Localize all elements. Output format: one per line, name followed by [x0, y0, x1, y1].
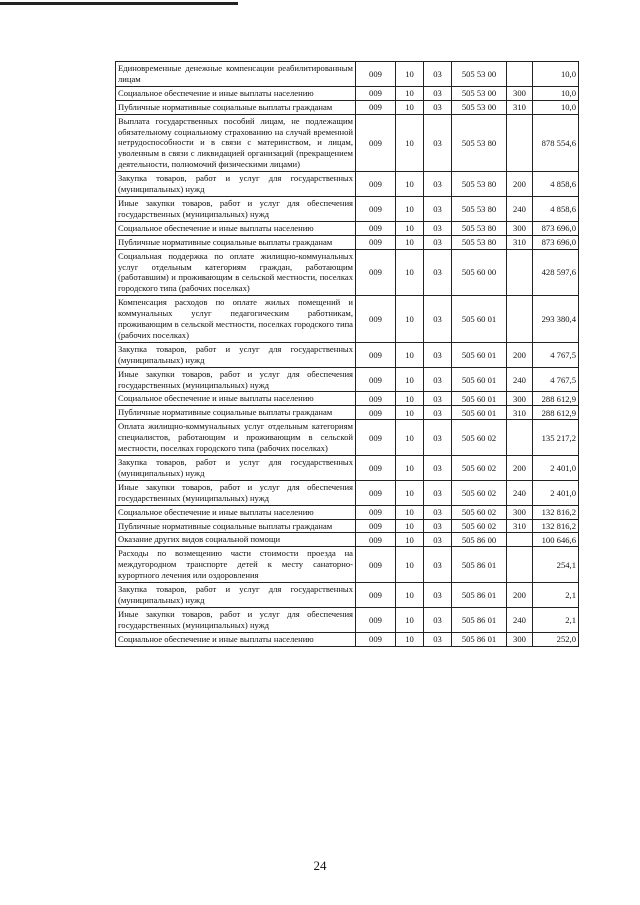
row-name: Социальная поддержка по оплате жилищно-коммунальных услуг отдельным категориям граждан, работающим (работавшим) и проживающим в сельской местности, поселках городского типа (рабочих поселках)	[116, 249, 356, 296]
table-row	[116, 296, 579, 343]
expense-type: 310	[507, 100, 533, 114]
row-name: Расходы по возмещению части стоимости проезда на междугородном транспорте детей к месту санаторно-курортного лечения или оздоровления	[116, 547, 356, 583]
table-row	[116, 196, 579, 221]
row-name: Единовременные денежные компенсации реабилитированным лицам	[116, 62, 356, 87]
subsection-code: 03	[424, 519, 452, 533]
row-name: Закупка товаров, работ и услуг для государственных (муниципальных) нужд	[116, 583, 356, 608]
amount: 4 767,5	[533, 367, 579, 392]
subsection-code: 03	[424, 296, 452, 343]
expense-type: 240	[507, 480, 533, 505]
expense-type: 200	[507, 583, 533, 608]
section-code: 10	[396, 100, 424, 114]
section-code: 10	[396, 114, 424, 172]
section-code: 10	[396, 221, 424, 235]
expense-type: 240	[507, 367, 533, 392]
subsection-code: 03	[424, 86, 452, 100]
target-article: 505 53 80	[452, 235, 507, 249]
subsection-code: 03	[424, 583, 452, 608]
target-article: 505 60 01	[452, 392, 507, 406]
target-article: 505 53 00	[452, 86, 507, 100]
subsection-code: 03	[424, 480, 452, 505]
target-article: 505 53 00	[452, 62, 507, 87]
section-code: 10	[396, 249, 424, 296]
ministry-code: 009	[356, 342, 396, 367]
subsection-code: 03	[424, 367, 452, 392]
table-row	[116, 456, 579, 481]
expense-type: 300	[507, 392, 533, 406]
target-article: 505 60 02	[452, 456, 507, 481]
ministry-code: 009	[356, 235, 396, 249]
expense-type: 300	[507, 86, 533, 100]
subsection-code: 03	[424, 196, 452, 221]
row-name: Иные закупки товаров, работ и услуг для обеспечения государственных (муниципальных) нужд	[116, 607, 356, 632]
amount: 2,1	[533, 583, 579, 608]
table-row	[116, 533, 579, 547]
ministry-code: 009	[356, 296, 396, 343]
target-article: 505 86 00	[452, 533, 507, 547]
ministry-code: 009	[356, 583, 396, 608]
expense-type	[507, 420, 533, 456]
section-code: 10	[396, 86, 424, 100]
section-code: 10	[396, 392, 424, 406]
expense-type: 300	[507, 632, 533, 646]
amount: 873 696,0	[533, 235, 579, 249]
subsection-code: 03	[424, 505, 452, 519]
subsection-code: 03	[424, 533, 452, 547]
amount: 2 401,0	[533, 480, 579, 505]
amount: 293 380,4	[533, 296, 579, 343]
table-row	[116, 114, 579, 172]
amount: 4 858,6	[533, 196, 579, 221]
amount: 4 767,5	[533, 342, 579, 367]
table-row	[116, 547, 579, 583]
table-row	[116, 519, 579, 533]
table-row	[116, 100, 579, 114]
target-article: 505 53 80	[452, 196, 507, 221]
subsection-code: 03	[424, 420, 452, 456]
amount: 132 816,2	[533, 505, 579, 519]
table-row	[116, 583, 579, 608]
section-code: 10	[396, 456, 424, 481]
table-row	[116, 172, 579, 197]
subsection-code: 03	[424, 607, 452, 632]
amount: 10,0	[533, 100, 579, 114]
row-name: Публичные нормативные социальные выплаты гражданам	[116, 235, 356, 249]
row-name: Оказание других видов социальной помощи	[116, 533, 356, 547]
amount: 10,0	[533, 62, 579, 87]
row-name: Закупка товаров, работ и услуг для государственных (муниципальных) нужд	[116, 456, 356, 481]
section-code: 10	[396, 505, 424, 519]
ministry-code: 009	[356, 480, 396, 505]
section-code: 10	[396, 342, 424, 367]
target-article: 505 53 80	[452, 172, 507, 197]
section-code: 10	[396, 632, 424, 646]
expense-type: 200	[507, 172, 533, 197]
row-name: Публичные нормативные социальные выплаты гражданам	[116, 519, 356, 533]
target-article: 505 60 02	[452, 420, 507, 456]
subsection-code: 03	[424, 456, 452, 481]
section-code: 10	[396, 547, 424, 583]
ministry-code: 009	[356, 632, 396, 646]
amount: 288 612,9	[533, 392, 579, 406]
expense-type	[507, 547, 533, 583]
table-row	[116, 632, 579, 646]
table-row	[116, 249, 579, 296]
amount: 2,1	[533, 607, 579, 632]
table-row	[116, 505, 579, 519]
target-article: 505 86 01	[452, 632, 507, 646]
table-row	[116, 607, 579, 632]
table-row	[116, 62, 579, 87]
amount: 4 858,6	[533, 172, 579, 197]
target-article: 505 60 01	[452, 367, 507, 392]
ministry-code: 009	[356, 249, 396, 296]
section-code: 10	[396, 533, 424, 547]
ministry-code: 009	[356, 505, 396, 519]
row-name: Социальное обеспечение и иные выплаты населению	[116, 632, 356, 646]
expense-type: 310	[507, 519, 533, 533]
expense-type: 310	[507, 406, 533, 420]
amount: 252,0	[533, 632, 579, 646]
table-row	[116, 480, 579, 505]
row-name: Оплата жилищно-коммунальных услуг отдельным категориям специалистов, работающим и проживающим в сельской местности, поселках городского типа (рабочих поселках)	[116, 420, 356, 456]
target-article: 505 86 01	[452, 547, 507, 583]
amount: 135 217,2	[533, 420, 579, 456]
ministry-code: 009	[356, 62, 396, 87]
budget-table	[115, 61, 579, 647]
row-name: Выплата государственных пособий лицам, не подлежащим обязательному социальному страхованию на случай временной нетрудоспособности и в связи с материнством, и лицам, уволенным в связи с ликвидацией организаций (прекращением деятельности, полномочий физическими лицами)	[116, 114, 356, 172]
expense-type	[507, 114, 533, 172]
amount: 10,0	[533, 86, 579, 100]
amount: 100 646,6	[533, 533, 579, 547]
ministry-code: 009	[356, 114, 396, 172]
expense-type	[507, 62, 533, 87]
target-article: 505 60 01	[452, 406, 507, 420]
subsection-code: 03	[424, 406, 452, 420]
target-article: 505 86 01	[452, 607, 507, 632]
subsection-code: 03	[424, 114, 452, 172]
subsection-code: 03	[424, 342, 452, 367]
section-code: 10	[396, 420, 424, 456]
row-name: Социальное обеспечение и иные выплаты населению	[116, 392, 356, 406]
ministry-code: 009	[356, 547, 396, 583]
table-row	[116, 342, 579, 367]
expense-type	[507, 296, 533, 343]
amount: 428 597,6	[533, 249, 579, 296]
header-rule	[0, 2, 238, 5]
subsection-code: 03	[424, 172, 452, 197]
target-article: 505 60 02	[452, 480, 507, 505]
ministry-code: 009	[356, 533, 396, 547]
subsection-code: 03	[424, 392, 452, 406]
row-name: Иные закупки товаров, работ и услуг для обеспечения государственных (муниципальных) нужд	[116, 196, 356, 221]
ministry-code: 009	[356, 172, 396, 197]
target-article: 505 53 80	[452, 221, 507, 235]
section-code: 10	[396, 235, 424, 249]
ministry-code: 009	[356, 367, 396, 392]
target-article: 505 60 00	[452, 249, 507, 296]
table-row	[116, 392, 579, 406]
section-code: 10	[396, 583, 424, 608]
ministry-code: 009	[356, 392, 396, 406]
target-article: 505 60 01	[452, 342, 507, 367]
row-name: Публичные нормативные социальные выплаты гражданам	[116, 406, 356, 420]
expense-type	[507, 249, 533, 296]
ministry-code: 009	[356, 420, 396, 456]
amount: 873 696,0	[533, 221, 579, 235]
amount: 132 816,2	[533, 519, 579, 533]
ministry-code: 009	[356, 519, 396, 533]
ministry-code: 009	[356, 221, 396, 235]
table-row	[116, 235, 579, 249]
expense-type: 200	[507, 342, 533, 367]
table-row	[116, 221, 579, 235]
section-code: 10	[396, 519, 424, 533]
table-body	[116, 62, 579, 647]
page-number: 24	[313, 858, 327, 873]
section-code: 10	[396, 367, 424, 392]
expense-type: 310	[507, 235, 533, 249]
subsection-code: 03	[424, 632, 452, 646]
section-code: 10	[396, 62, 424, 87]
row-name: Социальное обеспечение и иные выплаты населению	[116, 505, 356, 519]
amount: 2 401,0	[533, 456, 579, 481]
section-code: 10	[396, 296, 424, 343]
row-name: Публичные нормативные социальные выплаты гражданам	[116, 100, 356, 114]
table-row	[116, 420, 579, 456]
section-code: 10	[396, 172, 424, 197]
expense-type: 300	[507, 505, 533, 519]
subsection-code: 03	[424, 100, 452, 114]
expense-type: 300	[507, 221, 533, 235]
section-code: 10	[396, 607, 424, 632]
ministry-code: 009	[356, 607, 396, 632]
ministry-code: 009	[356, 100, 396, 114]
amount: 254,1	[533, 547, 579, 583]
subsection-code: 03	[424, 62, 452, 87]
ministry-code: 009	[356, 456, 396, 481]
subsection-code: 03	[424, 249, 452, 296]
target-article: 505 53 80	[452, 114, 507, 172]
subsection-code: 03	[424, 221, 452, 235]
row-name: Иные закупки товаров, работ и услуг для обеспечения государственных (муниципальных) нужд	[116, 367, 356, 392]
row-name: Социальное обеспечение и иные выплаты населению	[116, 221, 356, 235]
row-name: Иные закупки товаров, работ и услуг для обеспечения государственных (муниципальных) нужд	[116, 480, 356, 505]
ministry-code: 009	[356, 196, 396, 221]
section-code: 10	[396, 406, 424, 420]
amount: 288 612,9	[533, 406, 579, 420]
expense-type: 200	[507, 456, 533, 481]
table-row	[116, 86, 579, 100]
ministry-code: 009	[356, 86, 396, 100]
subsection-code: 03	[424, 235, 452, 249]
target-article: 505 60 01	[452, 296, 507, 343]
target-article: 505 86 01	[452, 583, 507, 608]
amount: 878 554,6	[533, 114, 579, 172]
expense-type	[507, 533, 533, 547]
target-article: 505 60 02	[452, 505, 507, 519]
expense-type: 240	[507, 607, 533, 632]
row-name: Социальное обеспечение и иные выплаты населению	[116, 86, 356, 100]
ministry-code: 009	[356, 406, 396, 420]
row-name: Закупка товаров, работ и услуг для государственных (муниципальных) нужд	[116, 342, 356, 367]
section-code: 10	[396, 196, 424, 221]
target-article: 505 53 00	[452, 100, 507, 114]
expense-type: 240	[507, 196, 533, 221]
row-name: Закупка товаров, работ и услуг для государственных (муниципальных) нужд	[116, 172, 356, 197]
row-name: Компенсация расходов по оплате жилых помещений и коммунальных услуг педагогическим работникам, проживающим в сельской местности, поселках городского типа (рабочих поселках)	[116, 296, 356, 343]
section-code: 10	[396, 480, 424, 505]
table-row	[116, 406, 579, 420]
table-row	[116, 367, 579, 392]
subsection-code: 03	[424, 547, 452, 583]
target-article: 505 60 02	[452, 519, 507, 533]
